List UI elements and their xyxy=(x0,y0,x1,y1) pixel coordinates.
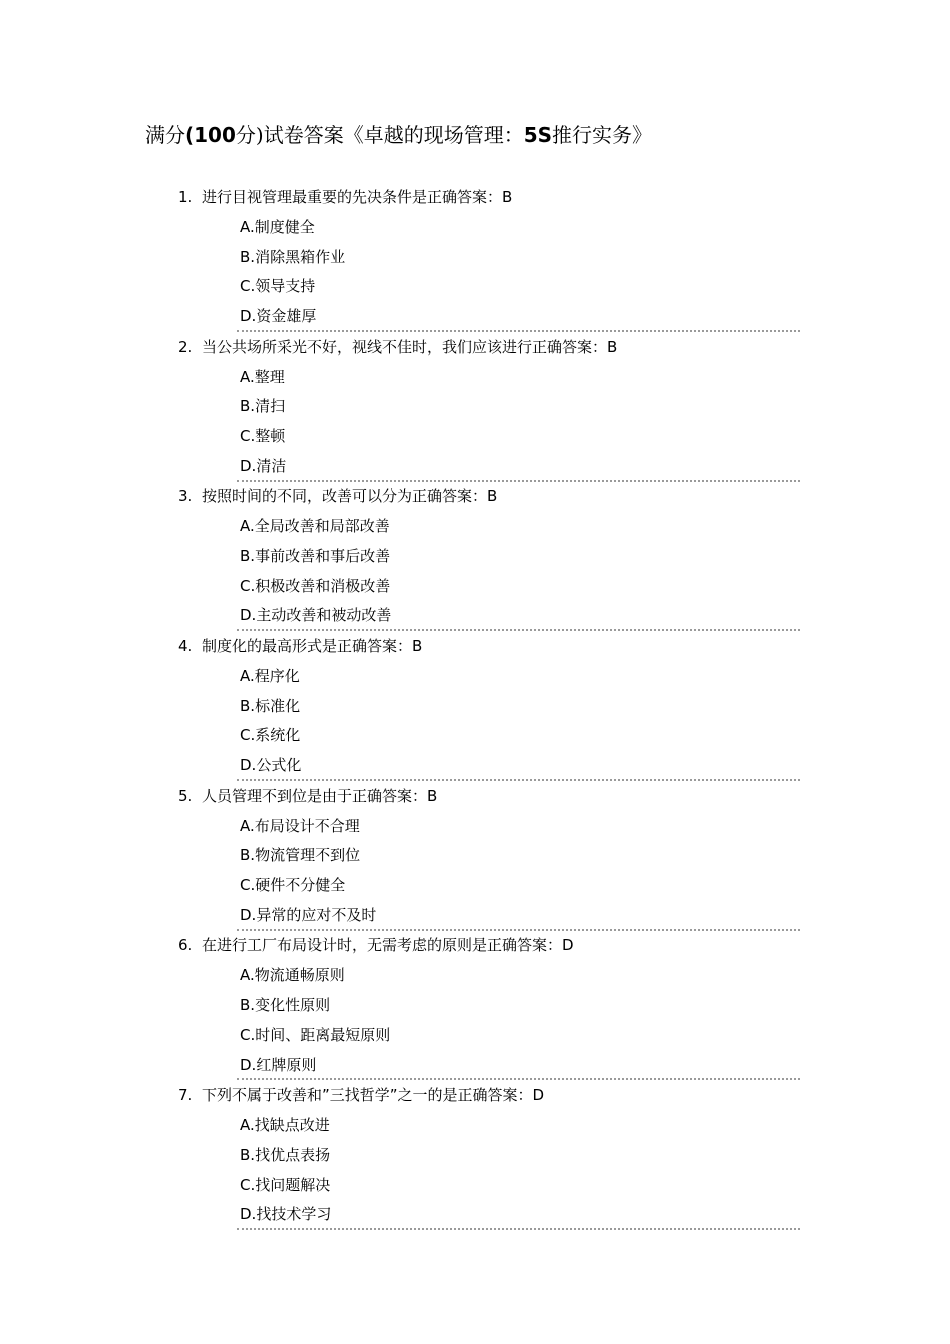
question-text xyxy=(178,481,497,511)
question-item xyxy=(0,781,950,931)
question-stem: 进行目视管理最重要的先决条件是正确答案：B xyxy=(202,188,513,206)
answer-option xyxy=(240,691,300,721)
question-item xyxy=(0,182,950,332)
page-title xyxy=(145,120,652,150)
option-text: 整顿 xyxy=(255,427,286,446)
question-stem: 当公共场所采光不好，视线不佳时，我们应该进行正确答案：B xyxy=(202,337,618,356)
option-letter: C. xyxy=(240,1025,256,1044)
title-prefix: 满分 xyxy=(145,123,185,147)
option-text: 硬件不分健全 xyxy=(255,876,346,895)
option-text: 物流管理不到位 xyxy=(255,846,361,865)
option-text: 领导支持 xyxy=(255,277,316,296)
option-letter: D. xyxy=(240,756,257,775)
answer-option xyxy=(240,541,390,571)
option-letter: C. xyxy=(240,427,256,446)
option-text: 物流通畅原则 xyxy=(254,966,345,985)
option-letter: A. xyxy=(240,667,255,686)
option-text: 主动改善和被动改善 xyxy=(256,606,392,625)
option-letter: C. xyxy=(240,1175,256,1194)
option-text: 清洁 xyxy=(256,456,287,475)
option-text: 全局改善和局部改善 xyxy=(254,517,390,536)
question-number: 2. xyxy=(178,337,193,356)
option-letter: A. xyxy=(240,218,255,236)
answer-option xyxy=(240,1140,330,1170)
question-stem: 在进行工厂布局设计时，无需考虑的原则是正确答案：D xyxy=(202,936,574,955)
question-number: 3. xyxy=(178,487,193,506)
question-text xyxy=(178,182,512,212)
option-text: 制度健全 xyxy=(254,218,315,236)
answer-option xyxy=(240,571,390,601)
answer-option xyxy=(240,750,301,780)
answer-option xyxy=(240,271,315,301)
option-letter: A. xyxy=(240,1116,255,1135)
option-letter: A. xyxy=(240,517,255,536)
question-item xyxy=(0,1080,950,1230)
option-text: 消除黑箱作业 xyxy=(255,247,346,266)
question-number: 7. xyxy=(178,1086,193,1105)
answer-option xyxy=(240,900,376,930)
question-text xyxy=(178,781,437,811)
question-item xyxy=(0,481,950,631)
title-middle: 试卷答案《卓越的现场管理： xyxy=(263,123,524,147)
option-text: 找缺点改进 xyxy=(254,1116,330,1135)
option-letter: B. xyxy=(240,996,256,1015)
question-item xyxy=(0,631,950,781)
answer-option xyxy=(240,451,286,481)
answer-option xyxy=(240,391,285,421)
answer-option xyxy=(240,811,360,841)
option-letter: C. xyxy=(240,876,256,895)
option-text: 时间、距离最短原则 xyxy=(255,1025,391,1044)
question-text xyxy=(178,1080,544,1110)
answer-option xyxy=(240,720,300,750)
option-letter: D. xyxy=(240,606,257,625)
answer-option xyxy=(240,511,390,541)
option-letter: B. xyxy=(240,696,256,715)
answer-option xyxy=(240,1170,330,1200)
option-text: 红牌原则 xyxy=(256,1055,317,1074)
option-letter: C. xyxy=(240,277,256,296)
question-number: 6. xyxy=(178,936,193,955)
option-text: 资金雄厚 xyxy=(256,307,317,326)
title-score: (100 xyxy=(185,123,236,147)
option-text: 系统化 xyxy=(255,726,301,745)
option-letter: D. xyxy=(240,307,257,326)
question-text xyxy=(178,930,574,960)
question-text xyxy=(178,332,617,362)
option-text: 变化性原则 xyxy=(255,996,331,1015)
option-letter: C. xyxy=(240,576,256,595)
option-letter: A. xyxy=(240,966,255,985)
option-text: 标准化 xyxy=(255,696,301,715)
option-text: 积极改善和消极改善 xyxy=(255,576,391,595)
answer-option xyxy=(240,661,300,691)
question-stem: 按照时间的不同，改善可以分为正确答案：B xyxy=(202,487,498,506)
option-letter: D. xyxy=(240,456,257,475)
option-letter: B. xyxy=(240,397,256,416)
question-stem: 下列不属于改善和”三找哲学”之一的是正确答案：D xyxy=(202,1086,545,1105)
question-stem: 人员管理不到位是由于正确答案：B xyxy=(202,786,438,805)
option-letter: A. xyxy=(240,816,255,835)
option-letter: B. xyxy=(240,247,256,266)
question-text xyxy=(178,631,422,661)
option-text: 找技术学习 xyxy=(256,1205,332,1224)
option-letter: D. xyxy=(240,905,257,924)
answer-option xyxy=(240,212,315,242)
option-text: 事前改善和事后改善 xyxy=(255,547,391,566)
answer-option xyxy=(240,242,345,272)
question-list xyxy=(0,182,950,1230)
option-text: 程序化 xyxy=(254,667,300,686)
option-text: 找问题解决 xyxy=(255,1175,331,1194)
title-suffix: 推行实务》 xyxy=(552,123,653,147)
option-text: 找优点表扬 xyxy=(255,1145,331,1164)
option-text: 布局设计不合理 xyxy=(254,816,360,835)
option-letter: C. xyxy=(240,726,256,745)
option-letter: A. xyxy=(240,367,255,386)
answer-option xyxy=(240,1020,390,1050)
answer-option xyxy=(240,960,345,990)
option-text: 异常的应对不及时 xyxy=(256,905,377,924)
title-code: 5S xyxy=(523,123,553,147)
option-text: 公式化 xyxy=(256,756,302,775)
title-unit: 分) xyxy=(235,123,264,147)
answer-option xyxy=(240,362,285,392)
option-text: 清扫 xyxy=(255,397,286,416)
answer-option xyxy=(240,301,316,331)
option-text: 整理 xyxy=(254,367,285,386)
question-item xyxy=(0,930,950,1080)
option-letter: B. xyxy=(240,1145,256,1164)
dotted-divider xyxy=(237,1228,800,1230)
answer-option xyxy=(240,1199,331,1229)
answer-option xyxy=(240,1050,316,1080)
answer-option xyxy=(240,870,345,900)
answer-option xyxy=(240,600,391,630)
answer-option xyxy=(240,840,360,870)
question-stem: 制度化的最高形式是正确答案：B xyxy=(202,637,423,656)
question-item xyxy=(0,332,950,482)
answer-option xyxy=(240,421,285,451)
option-letter: B. xyxy=(240,547,256,566)
question-number: 5. xyxy=(178,786,193,805)
option-letter: D. xyxy=(240,1205,257,1224)
option-letter: D. xyxy=(240,1055,257,1074)
answer-option xyxy=(240,1110,330,1140)
option-letter: B. xyxy=(240,846,256,865)
question-number: 1. xyxy=(178,188,193,206)
question-number: 4. xyxy=(178,637,193,656)
answer-option xyxy=(240,990,330,1020)
